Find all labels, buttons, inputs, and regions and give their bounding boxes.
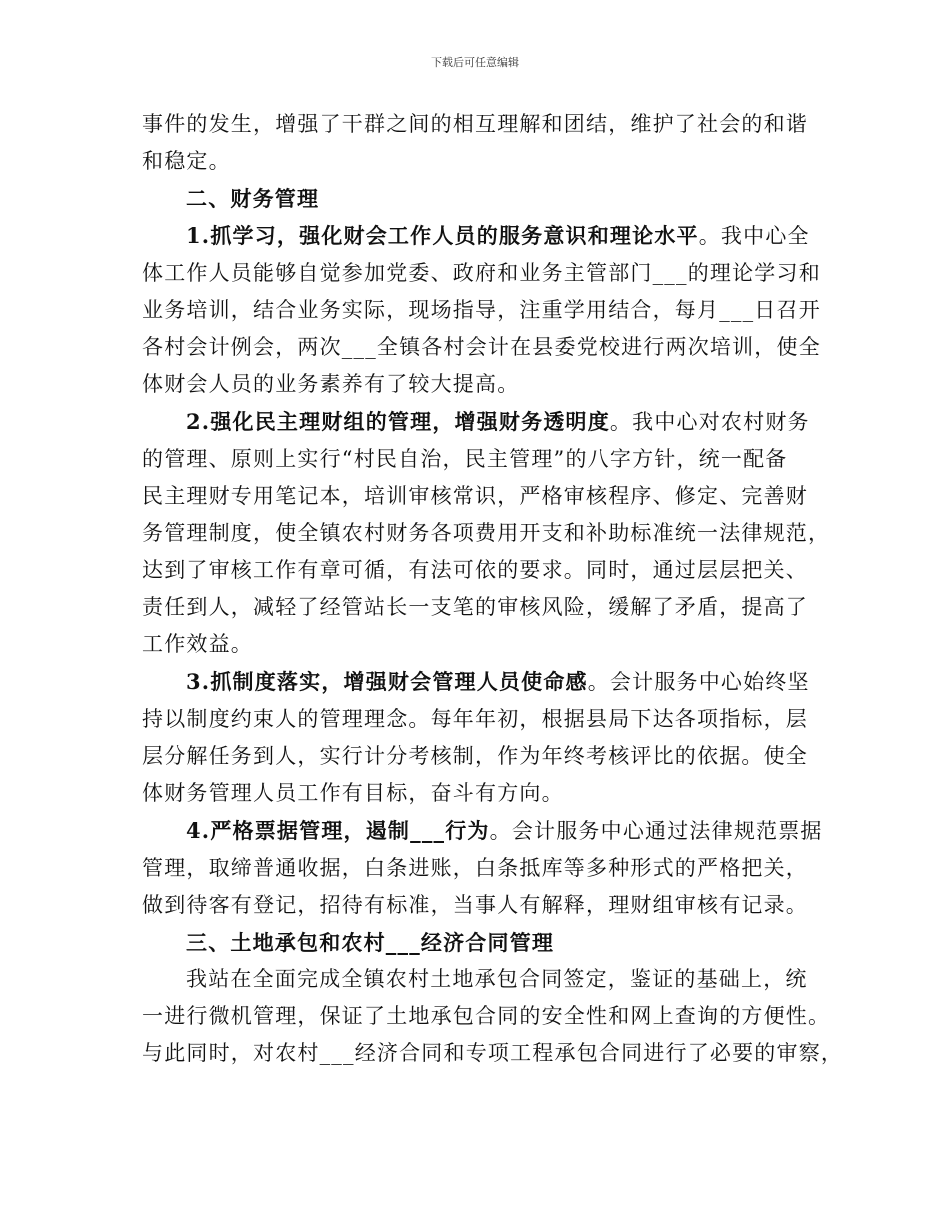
text-line: 体工作人员能够自觉参加党委、政府和业务主管部门___的理论学习和 — [142, 261, 821, 285]
paragraph-lead: 2.强化民主理财组的管理，增强财务透明度 — [186, 409, 610, 434]
document-body — [142, 106, 844, 1072]
paragraph-receipt-management — [142, 812, 823, 924]
text-line: 各村会计例会，两次___全镇各村会计在县委党校进行两次培训，使全 — [142, 335, 821, 359]
paragraph-lead: 3.抓制度落实，增强财会管理人员使命感 — [186, 669, 588, 694]
text-line: 的管理、原则上实行“村民自治，民主管理”的八字方针，统一配备 — [142, 447, 788, 471]
text-line — [142, 663, 814, 701]
text-line: 工作效益。 — [142, 632, 253, 656]
text-line: 做到待客有登记，招待有标准，当事人有解释，理财组审核有记录。 — [142, 893, 808, 917]
text-line: 和稳定。 — [142, 149, 231, 173]
text-line: 与此同时，对农村___经济合同和专项工程承包合同进行了必要的审察， — [142, 1041, 844, 1065]
section-heading-finance: 二、财务管理 — [186, 186, 320, 211]
text-line — [142, 403, 814, 441]
paragraph-democratic-finance — [142, 403, 831, 663]
paragraph-land-contracts — [142, 961, 844, 1072]
page-header-note: 下载后可任意编辑 — [431, 56, 519, 69]
paragraph-lead: 1.抓学习，强化财会工作人员的服务意识和理论水平 — [186, 223, 699, 248]
text-line: 事件的发生，增强了干群之间的相互理解和团结，维护了社会的和谐 — [142, 112, 808, 136]
text-line: 层分解任务到人，实行计分考核制，作为年终考核评比的依据。使全 — [142, 744, 808, 768]
paragraph-system-implementation — [142, 663, 814, 812]
text-line: 民主理财专用笔记本，培训审核常识，严格审核程序、修定、完善财 — [142, 484, 808, 508]
text-line: 业务培训，结合业务实际，现场指导，注重学用结合，每月___日召开 — [142, 298, 821, 322]
paragraph-text: 。会计服务中心通过法律规范票据 — [489, 819, 823, 843]
text-line: 体财会人员的业务素养有了较大提高。 — [142, 372, 520, 396]
paragraph-study — [142, 217, 821, 403]
text-line: 管理，取缔普通收据，白条进账，白条抵库等多种形式的严格把关， — [142, 856, 808, 880]
paragraph-text: 。会计服务中心始终坚 — [587, 670, 810, 694]
text-line: 务管理制度，使全镇农村财务各项费用开支和补助标准统一法律规范， — [142, 521, 831, 545]
text-line: 我站在全面完成全镇农村土地承包合同签定，鉴证的基础上，统 — [186, 967, 808, 991]
paragraph-text: 。我中心对农村财务 — [609, 410, 810, 434]
text-line: 体财务管理人员工作有目标，奋斗有方向。 — [142, 781, 564, 805]
text-line — [142, 217, 814, 255]
text-line: 一进行微机管理，保证了土地承包合同的安全性和网上查询的方便性。 — [142, 1004, 831, 1028]
section-heading-land-contracts: 三、土地承包和农村___经济合同管理 — [186, 930, 555, 955]
text-line: 达到了审核工作有章可循，有法可依的要求。同时，通过层层把关、 — [142, 558, 808, 582]
paragraph-text: 。我中心全 — [698, 224, 810, 248]
text-line — [142, 812, 823, 850]
text-line: 责任到人，减轻了经管站长一支笔的审核风险，缓解了矛盾，提高了 — [142, 595, 808, 619]
paragraph-continuation — [142, 106, 814, 180]
text-line: 持以制度约束人的管理理念。每年年初，根据县局下达各项指标，层 — [142, 707, 808, 731]
paragraph-lead: 4.严格票据管理，遏制___行为 — [186, 818, 490, 843]
